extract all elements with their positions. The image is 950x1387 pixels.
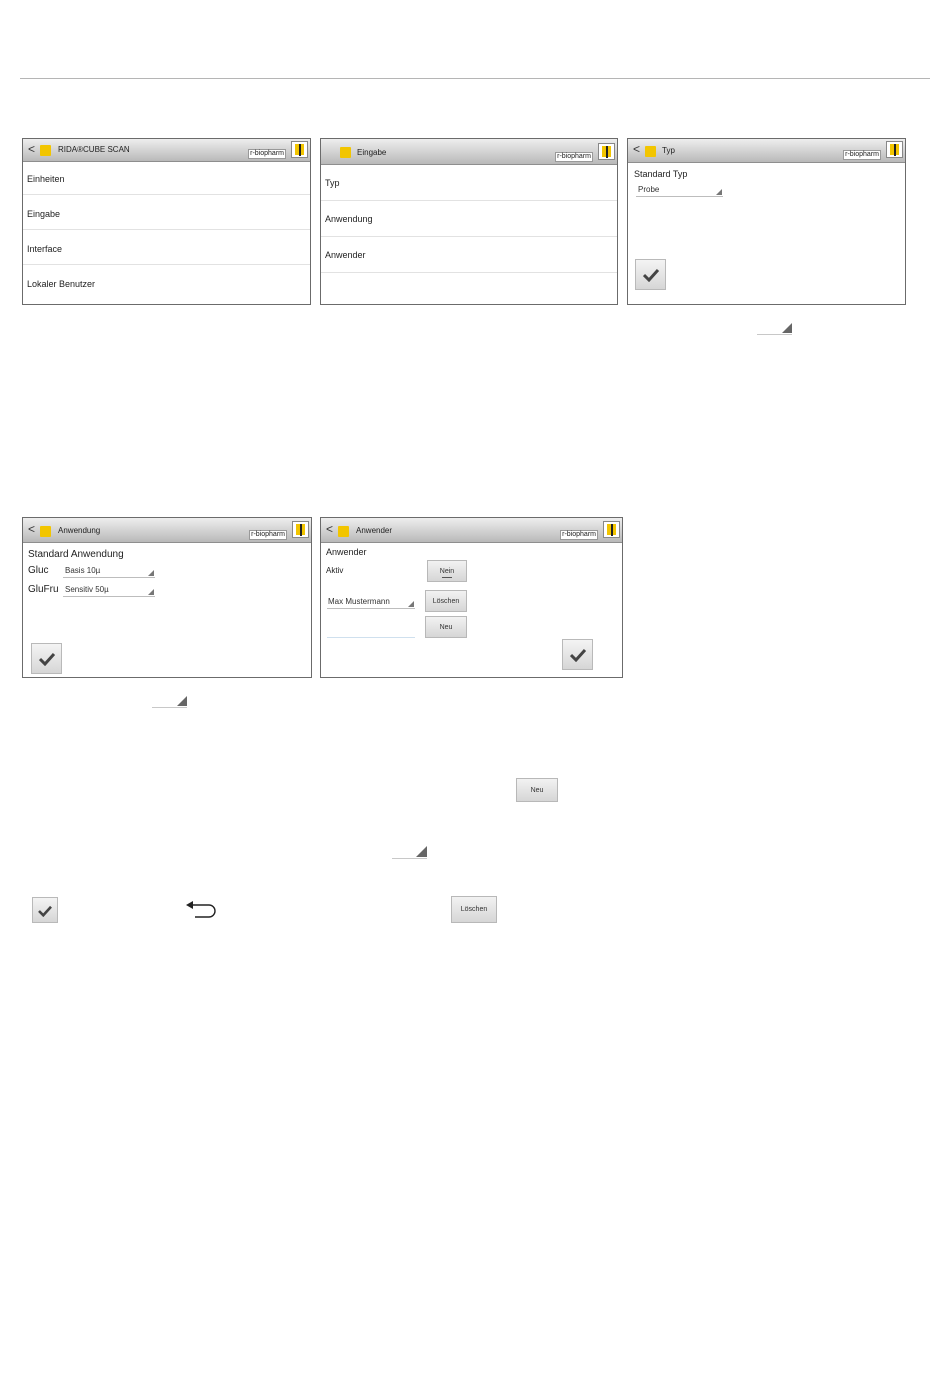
delete-user-button[interactable]: Löschen (425, 590, 467, 612)
r-logo-icon (598, 143, 615, 160)
menu-item-label: Einheiten (27, 174, 65, 184)
standard-typ-label: Standard Typ (634, 169, 688, 179)
aktiv-label: Aktiv (326, 566, 344, 575)
r-logo-icon (886, 141, 903, 158)
user-select-value: Max Mustermann (328, 597, 390, 606)
dropdown-indicator-icon (177, 696, 187, 706)
typ-select-value: Probe (638, 185, 660, 194)
aktiv-toggle-button[interactable]: Nein (427, 560, 467, 582)
menu-item-lokaler-benutzer[interactable] (23, 266, 310, 300)
screen-title: RIDA®CUBE SCAN (58, 145, 130, 154)
new-user-input[interactable] (327, 637, 415, 638)
menu-item-label: Typ (325, 178, 340, 188)
standard-anwendung-label: Standard Anwendung (28, 549, 124, 560)
title-bar (628, 139, 905, 163)
screen-anwendung (22, 517, 312, 678)
glufru-select[interactable] (63, 584, 155, 597)
dropdown-indicator-icon (416, 846, 427, 857)
glufru-label: GluFru (28, 584, 59, 595)
menu-item-interface[interactable] (23, 231, 310, 265)
legend-new-button: Neu (516, 778, 558, 802)
top-divider (20, 78, 930, 79)
menu-item-eingabe[interactable] (23, 196, 310, 230)
menu-item-label: Anwendung (325, 214, 373, 224)
gluc-select-value: Basis 10µ (65, 566, 101, 575)
menu-item-einheiten[interactable] (23, 161, 310, 195)
confirm-button[interactable] (31, 643, 62, 674)
brand-logo: r-biopharm (845, 151, 879, 158)
brand-logo: r-biopharm (251, 531, 285, 538)
undo-arrow-icon (185, 900, 219, 920)
app-icon (340, 147, 351, 158)
chevron-left-icon[interactable]: < (28, 522, 36, 536)
r-logo-icon (603, 521, 620, 538)
r-logo-icon (292, 521, 309, 538)
brand-logo: r-biopharm (562, 531, 596, 538)
menu-item-anwendung[interactable] (321, 201, 617, 237)
chevron-left-icon[interactable]: < (28, 142, 36, 156)
r-logo-icon (291, 141, 308, 158)
glufru-select-value: Sensitiv 50µ (65, 585, 109, 594)
screen-title: Eingabe (357, 148, 387, 157)
title-bar (23, 518, 311, 543)
dropdown-symbol (152, 695, 187, 708)
gluc-select[interactable] (63, 565, 155, 578)
checkmark-icon (570, 648, 586, 662)
dropdown-symbol (757, 322, 792, 335)
menu-item-label: Interface (27, 244, 63, 254)
new-user-button[interactable]: Neu (425, 616, 467, 638)
screen-title: Anwendung (58, 526, 101, 535)
menu-item-label: Anwender (325, 250, 366, 260)
dropdown-indicator-icon (782, 323, 792, 333)
screen-title: Anwender (356, 526, 393, 535)
dropdown-indicator-icon (408, 601, 414, 607)
menu-item-typ[interactable] (321, 165, 617, 201)
app-icon (645, 146, 656, 157)
checkmark-icon (643, 268, 659, 282)
confirm-button[interactable] (635, 259, 666, 290)
app-icon (40, 526, 51, 537)
app-icon (40, 145, 51, 156)
legend-delete-button: Löschen (451, 896, 497, 923)
user-select[interactable] (327, 596, 415, 609)
legend-confirm-button (32, 897, 58, 923)
checkmark-icon (39, 652, 55, 666)
typ-select[interactable] (636, 184, 723, 197)
dropdown-indicator-icon (148, 570, 154, 576)
screen-main-menu (22, 138, 311, 305)
brand-logo: r-biopharm (557, 153, 591, 160)
title-bar (23, 139, 310, 162)
menu-item-anwender[interactable] (321, 237, 617, 273)
menu-item-label: Lokaler Benutzer (27, 279, 96, 289)
menu-item-label: Eingabe (27, 209, 61, 219)
chevron-left-icon[interactable]: < (633, 142, 641, 156)
chevron-left-icon[interactable]: < (326, 522, 334, 536)
gluc-label: Gluc (28, 565, 49, 576)
anwender-label: Anwender (326, 547, 367, 557)
screen-title: Typ (662, 146, 675, 155)
dropdown-indicator-icon (148, 589, 154, 595)
screen-eingabe (320, 138, 618, 305)
title-bar (321, 139, 617, 165)
checkmark-icon (38, 905, 52, 917)
screen-anwender (320, 517, 623, 678)
dropdown-symbol (392, 846, 427, 859)
brand-logo: r-biopharm (250, 150, 284, 157)
title-bar (321, 518, 622, 543)
app-icon (338, 526, 349, 537)
dropdown-indicator-icon (716, 189, 722, 195)
screen-typ (627, 138, 906, 305)
confirm-button[interactable] (562, 639, 593, 670)
